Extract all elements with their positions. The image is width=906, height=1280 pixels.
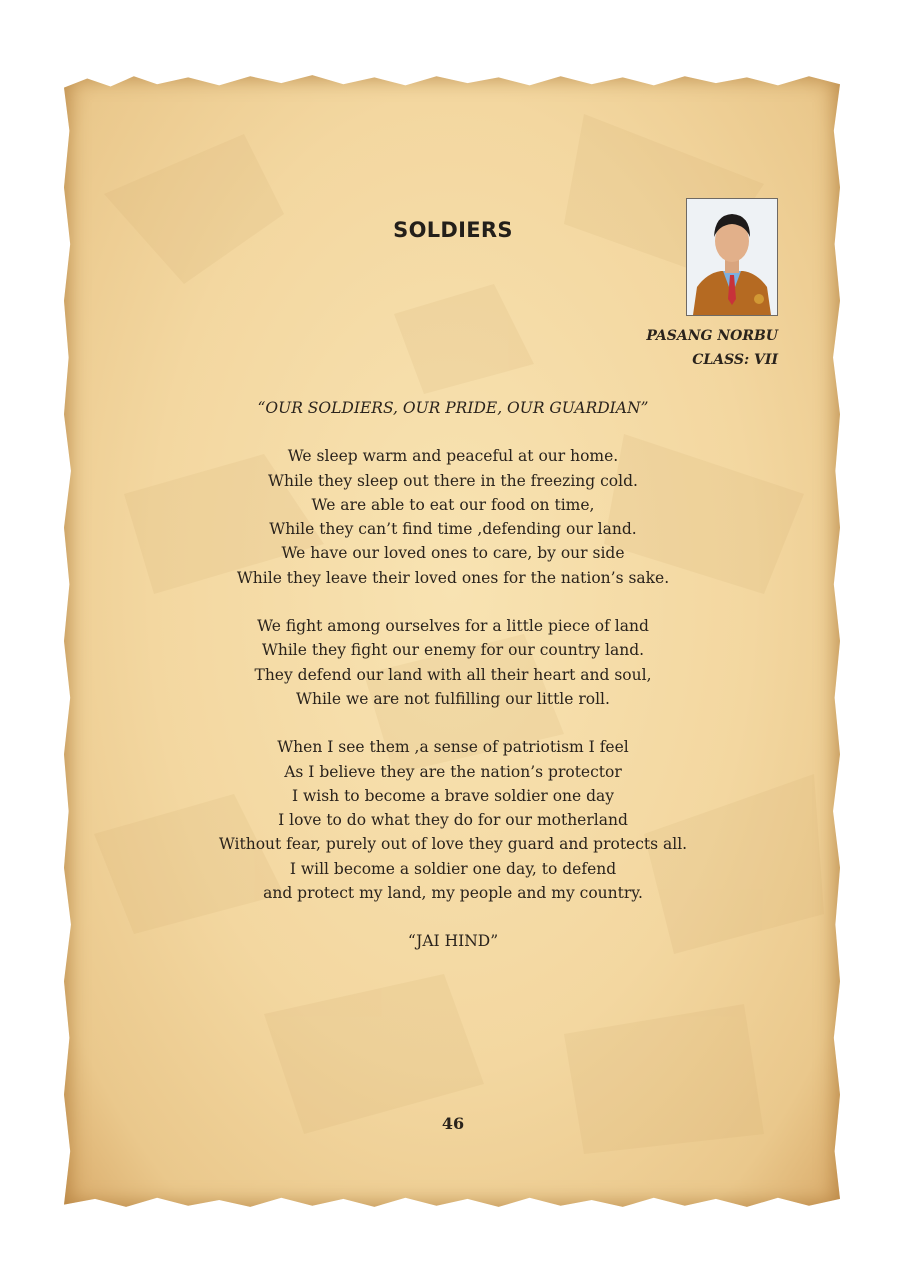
poem-line: I wish to become a brave soldier one day	[291, 786, 615, 805]
author-block	[646, 324, 778, 372]
author-class: CLASS: VII	[692, 352, 778, 368]
poem-line: Without fear, purely out of love they guard and protects all.	[218, 835, 688, 854]
poem-line: We have our loved ones to care, by our side	[281, 544, 625, 563]
poem-stanza	[0, 444, 906, 590]
poem-line: and protect my land, my people and my country.	[263, 884, 643, 903]
poem-line: They defend our land with all their heart and soul,	[254, 665, 652, 684]
poem-title: SOLDIERS	[393, 218, 513, 242]
page-number: 46	[441, 1114, 465, 1133]
poem-line: While they leave their loved ones for the nation’s sake.	[236, 568, 670, 587]
poem-line: While they fight our enemy for our country land.	[261, 641, 645, 660]
poem-line: I love to do what they do for our motherland	[278, 811, 628, 830]
poem-stanza	[0, 735, 906, 905]
poem-line: While they can’t find time ,defending our land.	[269, 520, 637, 539]
poem-closing: “JAI HIND”	[407, 932, 499, 951]
poem-line: While we are not fulfilling our little roll.	[296, 689, 610, 708]
poem-line: We fight among ourselves for a little piece of land	[257, 617, 649, 636]
poem-stanzas	[0, 444, 906, 905]
poem-motto: “OUR SOLDIERS, OUR PRIDE, OUR GUARDIAN”	[257, 399, 649, 417]
student-portrait-photo	[686, 198, 778, 316]
poem-line: We are able to eat our food on time,	[311, 495, 595, 514]
poem-line: While they sleep out there in the freezing cold.	[268, 471, 638, 490]
author-name: PASANG NORBU	[646, 328, 778, 344]
poem-line: We sleep warm and peaceful at our home.	[287, 447, 619, 466]
poem-stanza	[0, 614, 906, 711]
poem-line: I will become a soldier one day, to defend	[289, 859, 617, 878]
poem-line: As I believe they are the nation’s protector	[284, 762, 622, 781]
poem-body	[0, 396, 906, 954]
poem-line: When I see them ,a sense of patriotism I feel	[277, 738, 629, 757]
portrait-icon	[687, 199, 777, 315]
